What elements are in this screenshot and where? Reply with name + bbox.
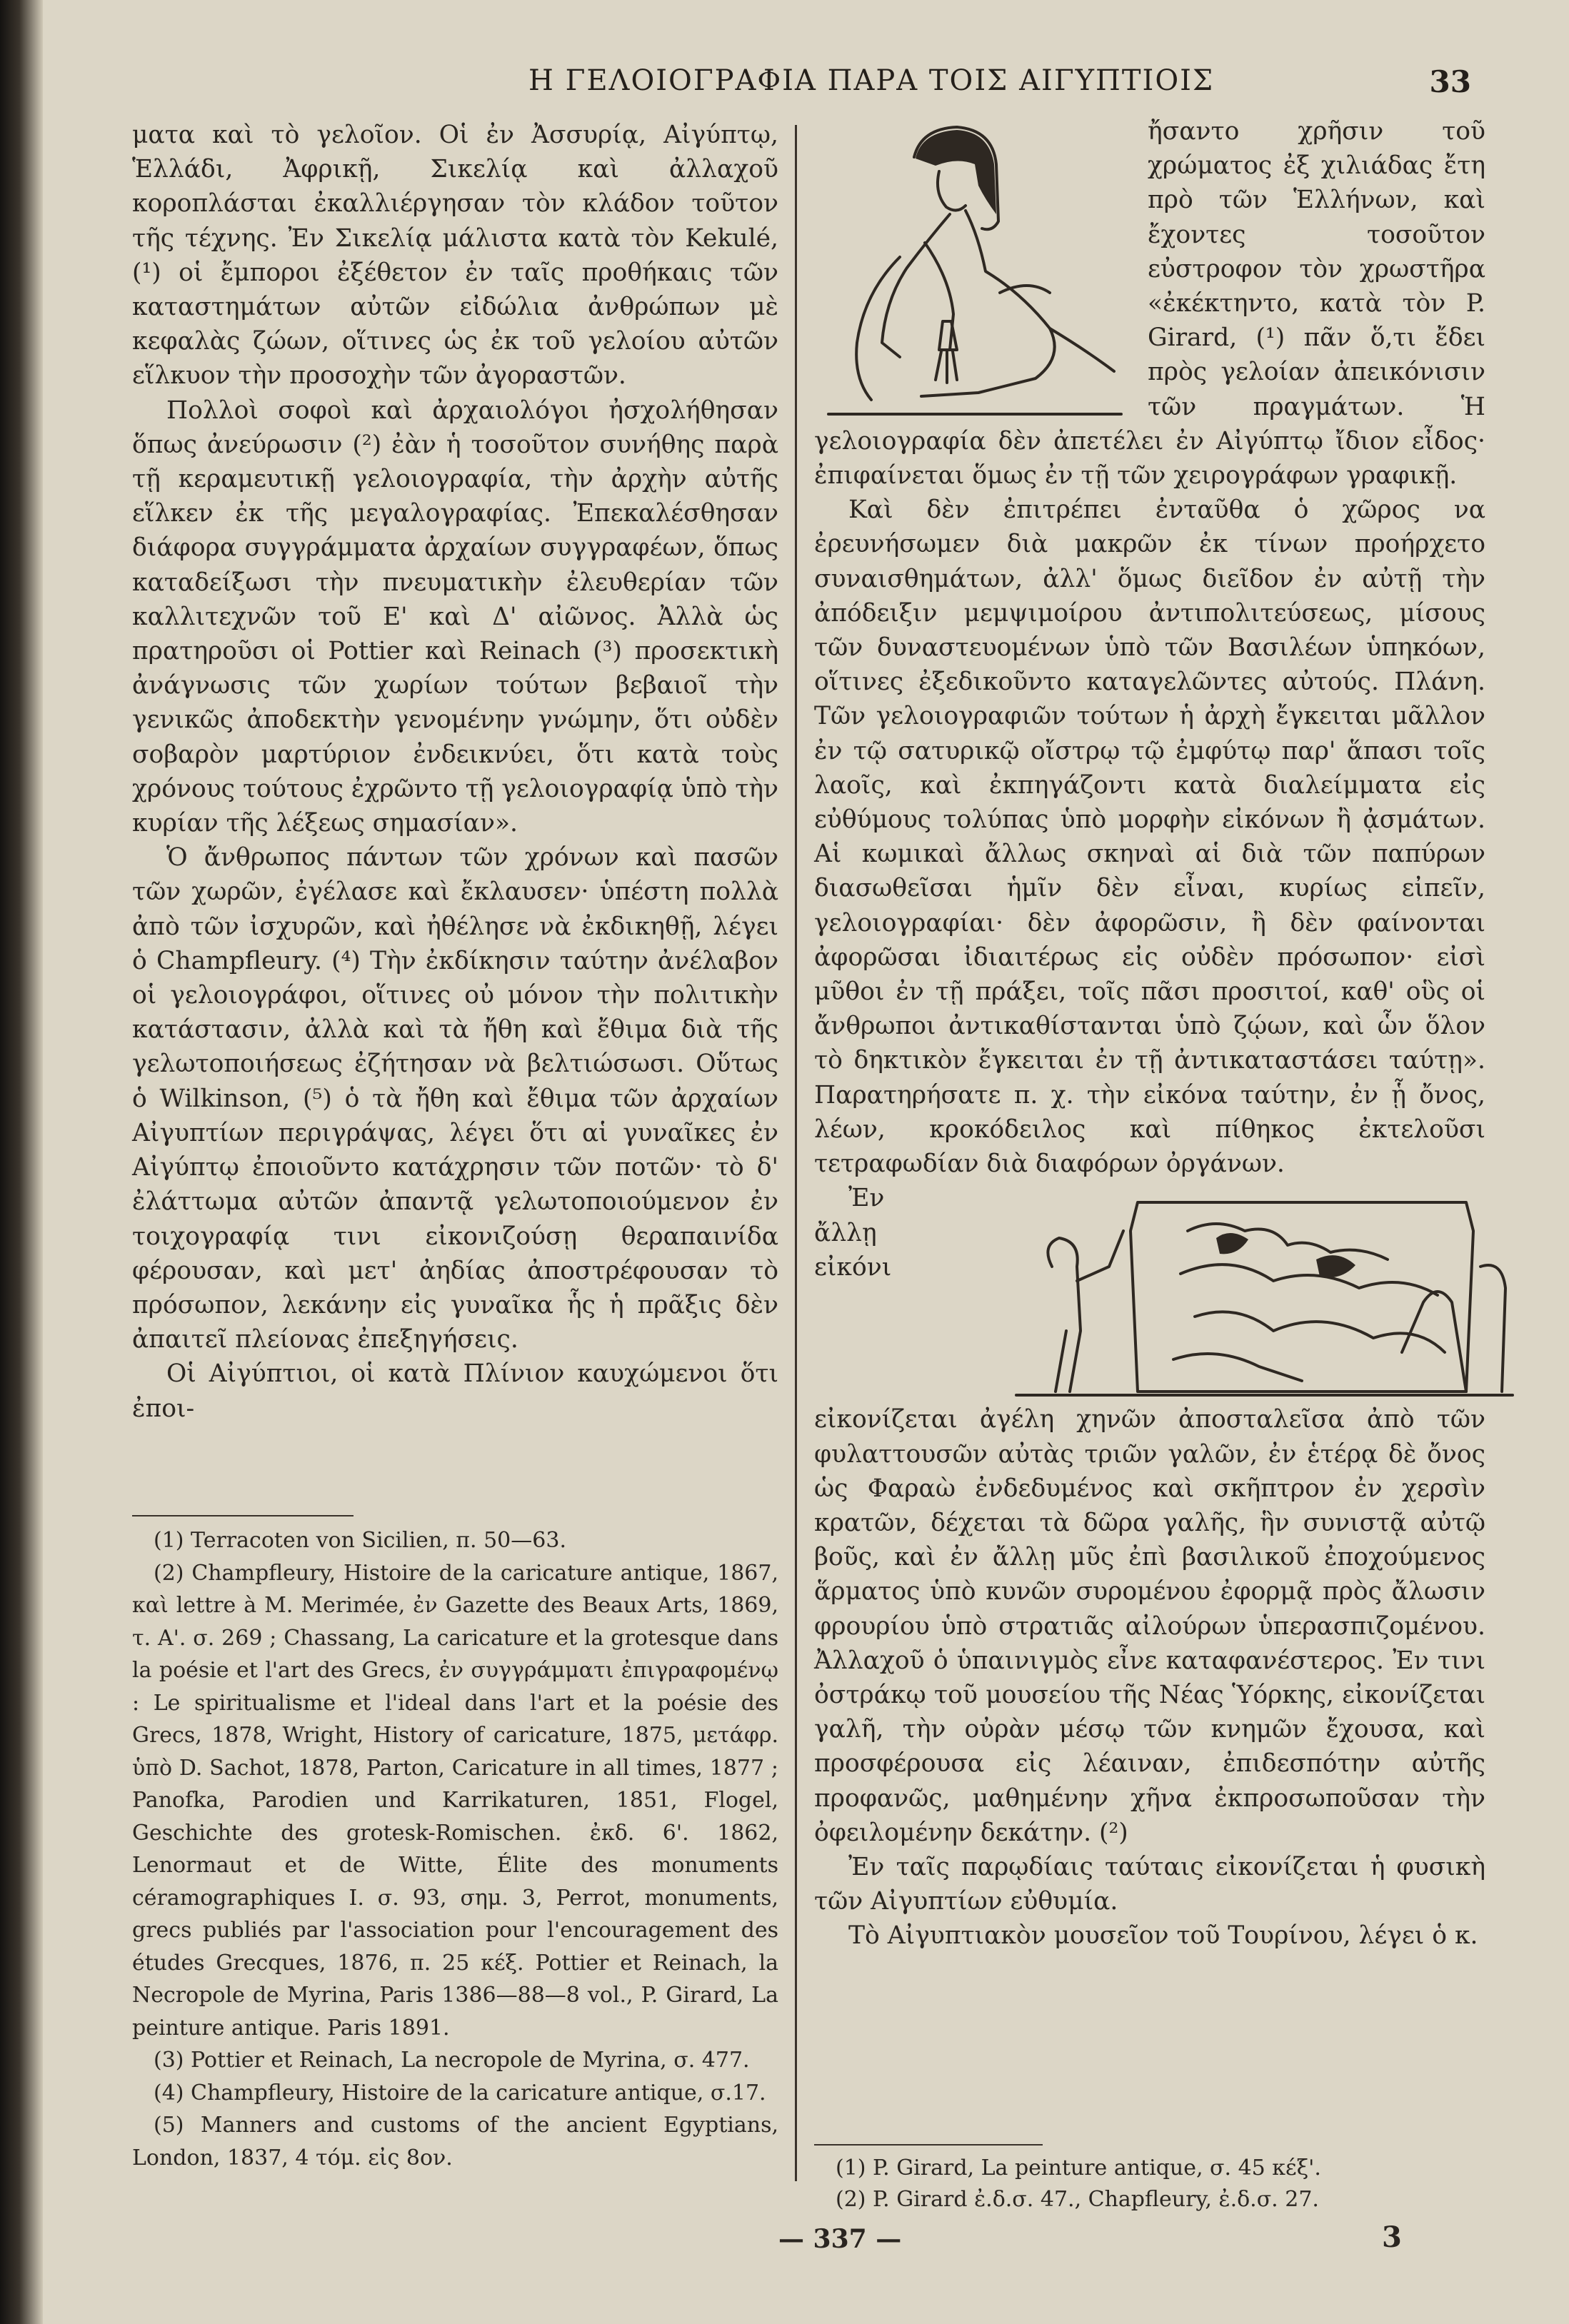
right-column <box>814 114 1485 1953</box>
right-paragraph-2: Καὶ δὲν ἐπιτρέπει ἐνταῦθα ὁ χῶρος να ἐρευνήσωμεν διὰ μακρῶν ἐκ τίνων προήρχετο συναισθημάτων, ἀλλ' ὅμως διεῖδον ἐν αὐτῇ τὴν ἀπόδειξιν μεμψιμοίρου ἀντιπολιτεύσεως, μίσους τῶν δυναστευομένων ὑπὸ τῶν Βασιλέων ὑπηκόων, οἵτινες ἐξεδικοῦντο καταγελῶντες αὐτούς. Πλάνη. Τῶν γελοιογραφιῶν τούτων ἡ ἀρχὴ ἔγκειται μᾶλλον ἐν τῷ σατυρικῷ οἴστρῳ τῷ ἐμφύτῳ παρ' ἅπασι τοῖς λαοῖς, καὶ ἐκπηγάζοντι κατὰ διαλείμματα εἰς εὐθύμους τολύπας ὑπὸ μορφὴν εἰκόνων ἢ ᾀσμάτων. Αἱ κωμικαὶ ἄλλως σκηναὶ αἱ διὰ τῶν παπύρων διασωθεῖσαι ἡμῖν δὲν εἶναι, κυρίως εἰπεῖν, γελοιογραφίαι· δὲν ἀφορῶσιν, ἢ δὲν φαίνονται ἀφορῶσαι ἰδιαιτέρως εἰς οὐδὲν πρόσωπον· εἰσὶ μῦθοι ἐν τῇ πράξει, τοῖς πᾶσι προσιτοί, καθ' οὓς οἱ ἄνθρωποι ἀντικαθίστανται ὑπὸ ζῴων, καὶ ὧν ὅλον τὸ δηκτικὸν ἔγκειται ἐν τῇ ἀντικαταστάσει ταύτῃ». Παρατηρήσατε π. χ. τὴν εἰκόνα ταύτην, ἐν ᾗ ὄνος, λέων, κροκόδειλος καὶ πίθηκος ἐκτελοῦσι τετραφωδίαν διὰ διαφόρων ὀργάνων. <box>814 496 1485 1179</box>
running-title: Η ΓΕΛΟΙΟΓΡΑΦΙΑ ΠΑΡΑ ΤΟΙΣ ΑΙΓΥΠΤΙΟΙΣ <box>528 64 1215 97</box>
footnote-rule-left <box>132 1515 354 1516</box>
left-footnote-4: (4) Champfleury, Histoire de la caricature antique, σ.17. <box>154 2080 766 2106</box>
egyptian-woman-illustration <box>814 114 1132 421</box>
left-footnote-3: (3) Pottier et Reinach, La necropole de Myrina, σ. 477. <box>154 2048 750 2073</box>
left-footnote-2: (2) Champfleury, Histoire de la caricature antique, 1867, καὶ lettre à M. Merimée, ἐν Gazette des Beaux Arts, 1869, τ. Α'. σ. 269 ; Chassang, La caricature et la grotesque dans la poésie et l'art des Grecs, ἐν συγγράμματι ἐπιγραφομένῳ : Le spiritualisme et l'ideal dans l'art et la poésie des Grecs, 1878, Wright, History of caricature, 1875, μετάφρ. ὑπὸ D. Sachot, 1878, Parton, Caricature in all times, 1877 ; Panofka, Parodien und Karrikaturen, 1851, Flogel, Geschichte des grotesk-Romischen. ἐκδ. 6'. 1862, Lenormaut et de Witte, Élite des monuments céramographiques I. σ. 93, σημ. 3, Perrot, monuments, grecs publiés par l'association pour l'encouragement des études Grecques, 1876, π. 25 κέξ. Pottier et Reinach, la Necropole de Myrina, Paris 1386—88—8 vol., P. Girard, La peinture antique. Paris 1891. <box>132 1560 778 2041</box>
left-footnotes <box>132 1524 778 2174</box>
left-paragraph-4: Οἱ Αἰγύπτιοι, οἱ κατὰ Πλίνιον καυχώμενοι ὅτι ἐποι- <box>132 1359 778 1423</box>
right-paragraph-3-wrap <box>814 1181 1485 1850</box>
left-column <box>132 118 778 1426</box>
binding-shadow <box>0 0 43 2324</box>
right-footnote-2: (2) P. Girard ἐ.δ.σ. 47., Chapfleury, ἐ.δ.σ. 27. <box>836 2187 1319 2212</box>
right-paragraph-4: Ἐν ταῖς παρῳδίαις ταύταις εἰκονίζεται ἡ φυσικὴ τῶν Αἰγυπτίων εὐθυμία. <box>814 1852 1485 1916</box>
left-paragraph-3: Ὁ ἄνθρωπος πάντων τῶν χρόνων καὶ πασῶν τῶν χωρῶν, ἐγέλασε καὶ ἔκλαυσεν· ὑπέστη πολλὰ ἀπὸ τῶν ἰσχυρῶν, καὶ ἠθέλησε νὰ ἐκδικηθῇ, λέγει ὁ Champfleury. (⁴) Τὴν ἐκδίκησιν ταύτην ἀνέλαβον οἱ γελοιογράφοι, οἵτινες οὐ μόνον τὴν πολιτικὴν κατάστασιν, ἀλλὰ καὶ τὰ ἤθη καὶ ἔθιμα διὰ τῆς γελωτοποιήσεως ἐζήτησαν νὰ βελτιώσωσι. Οὕτως ὁ Wilkinson, (⁵) ὁ τὰ ἤθη καὶ ἔθιμα τῶν ἀρχαίων Αἰγυπτίων περιγράψας, λέγει ὅτι αἱ γυναῖκες ἐν Αἰγύπτῳ ἐποιοῦντο κατάχρησιν τῶν ποτῶν· τὸ δ' ἐλάττωμα αὐτῶν ἀπαντᾷ γελωτοποιούμενον ἐν τοιχογραφίᾳ τινι εἰκονιζούσῃ θεραπαινίδα φέρουσαν, καὶ μετ' ἀηδίας ἀποστρέφουσαν τὸ πρόσωπον, λεκάνην εἰς γυναῖκα ἧς ἡ πρᾶξις δὲν ἀπαιτεῖ πλείονας ἐπεξηγήσεις. <box>132 843 778 1354</box>
right-footnotes <box>814 2153 1485 2215</box>
right-paragraph-1: ἤσαντο χρῆσιν τοῦ χρώματος ἐξ χιλιάδας ἔτη πρὸ τῶν Ἑλλήνων, καὶ ἔχοντες τοσοῦτον εὐστροφον τὸν χρωστῆρα «ἐκέκτηντο, κατὰ τὸν P. Girard, (¹) πᾶν ὅ,τι ἔδει πρὸς γελοίαν ἀπεικόνισιν τῶν πραγμάτων. Ἡ γελοιογραφία δὲν ἀπετέλει ἐν Αἰγύπτῳ ἴδιον εἶδος· ἐπιφαίνεται ὅμως ἐν τῇ τῶν χειρογράφων γραφικῇ. <box>814 117 1485 491</box>
footnote-rule-right <box>814 2144 1043 2146</box>
page-number-top: 33 <box>1429 64 1471 99</box>
left-paragraph-2: Πολλοὶ σοφοὶ καὶ ἀρχαιολόγοι ἠσχολήθησαν ὅπως ἀνεύρωσιν (²) ἐὰν ἡ τοσοῦτον συνήθης παρὰ τῇ κεραμευτικῇ γελοιογραφία, τὴν ἀρχὴν αὐτῆς εἵλκεν ἐκ τῆς μεγαλογραφίας. Ἐπεκαλέσθησαν διάφορα συγγράμματα ἀρχαίων συγγραφέων, ὅπως καταδείξωσι τὴν πνευματικὴν ἐλευθερίαν τῶν καλλιτεχνῶν τοῦ Ε' καὶ Δ' αἰῶνος. Ἀλλὰ ὡς πρατηροῦσι οἱ Pottier καὶ Reinach (³) προσεκτικὴ ἀνάγνωσις τῶν χωρίων τούτων βεβαιοῖ τὴν γενικῶς ἀποδεκτὴν γενομένην γνώμην, ὅτι οὐδὲν σοβαρὸν μαρτύριον ἐνδεικνύει, ὅτι κατὰ τοὺς χρόνους τούτους ἐχρῶντο τῇ γελοιογραφίᾳ ὑπὸ τὴν κυρίαν τῆς λέξεως σημασίαν». <box>132 396 778 838</box>
column-divider <box>795 125 797 2181</box>
page-footer-number: — 337 — <box>778 2224 902 2254</box>
signature-mark: 3 <box>1382 2220 1402 2254</box>
page-header <box>114 57 1471 107</box>
right-paragraph-5: Τὸ Αἰγυπτιακὸν μουσεῖον τοῦ Τουρίνου, λέγει ὁ κ. <box>848 1921 1478 1951</box>
left-footnote-1: (1) Terracoten von Sicilien, π. 50—63. <box>154 1528 566 1553</box>
right-paragraph-1-wrap <box>814 114 1485 493</box>
left-paragraph-1: ματα καὶ τὸ γελοῖον. Οἱ ἐν Ἀσσυρίᾳ, Αἰγύπτῳ, Ἑλλάδι, Ἀφρικῇ, Σικελίᾳ καὶ ἀλλαχοῦ κοροπλάσται ἐκαλλιέργησαν τὸν κλάδον τοῦτον τῆς τέχνης. Ἐν Σικελίᾳ μάλιστα κατὰ τὸν Kekulé, (¹) οἱ ἔμποροι ἐξέθετον ἐν ταῖς προθήκαις τῶν καταστημάτων αὐτῶν εἰδώλια ἀνθρώπων μὲ κεφαλὰς ζώων, οἵτινες ὡς ἐκ τοῦ γελοίου αὐτῶν εἵλκυον τὴν προσοχὴν τῶν ἀγοραστῶν. <box>132 121 778 391</box>
figure-egyptian-woman <box>814 114 1132 421</box>
figure-animal-scene <box>968 1188 1485 1402</box>
animal-scene-illustration <box>1002 1188 1520 1402</box>
right-paragraph-3: Ἐν ἄλλῃ εἰκόνι εἰκονίζεται ἀγέλη χηνῶν ἀποσταλεῖσα ἀπὸ τῶν φυλαττουσῶν αὐτὰς τριῶν γαλῶν, ἐν ἑτέρᾳ δὲ ὄνος ὡς Φαραὼ ἐνδεδυμένος καὶ σκῆπτρον ἐν χερσὶν κρατῶν, δέχεται τὰ δῶρα γαλῆς, ἣν συνιστᾷ αὐτῷ βοῦς, καὶ ἐν ἄλλῃ μῦς ἐπὶ βασιλικοῦ ἐποχούμενος ἅρματος ὑπὸ κυνῶν συρομένου ἐφορμᾷ πρὸς ἄλωσιν φρουρίου ὑπὸ στρατιᾶς αἰλούρων ὑπερασπιζομένου. Ἀλλαχοῦ ὁ ὑπαινιγμὸς εἶνε καταφανέστερος. Ἐν τινι ὀστράκῳ τοῦ μουσείου τῆς Νέας Ὑόρκης, εἰκονίζεται γαλῆ, τὴν οὐρὰν μέσῳ τῶν κνημῶν ἔχουσα, καὶ προσφέρουσα εἰς λέαιναν, ἐπιδεσπότην αὐτῆς προφανῶς, μαθημένην χῆνα ἐκπροσωποῦσαν τὴν ὀφειλομένην δεκάτην. (²) <box>814 1184 1485 1847</box>
right-footnote-1: (1) P. Girard, La peinture antique, σ. 45 κέξ'. <box>836 2156 1321 2180</box>
left-footnote-5: (5) Manners and customs of the ancient Egyptians, London, 1837, 4 τόμ. εἰς 8ον. <box>132 2113 778 2170</box>
